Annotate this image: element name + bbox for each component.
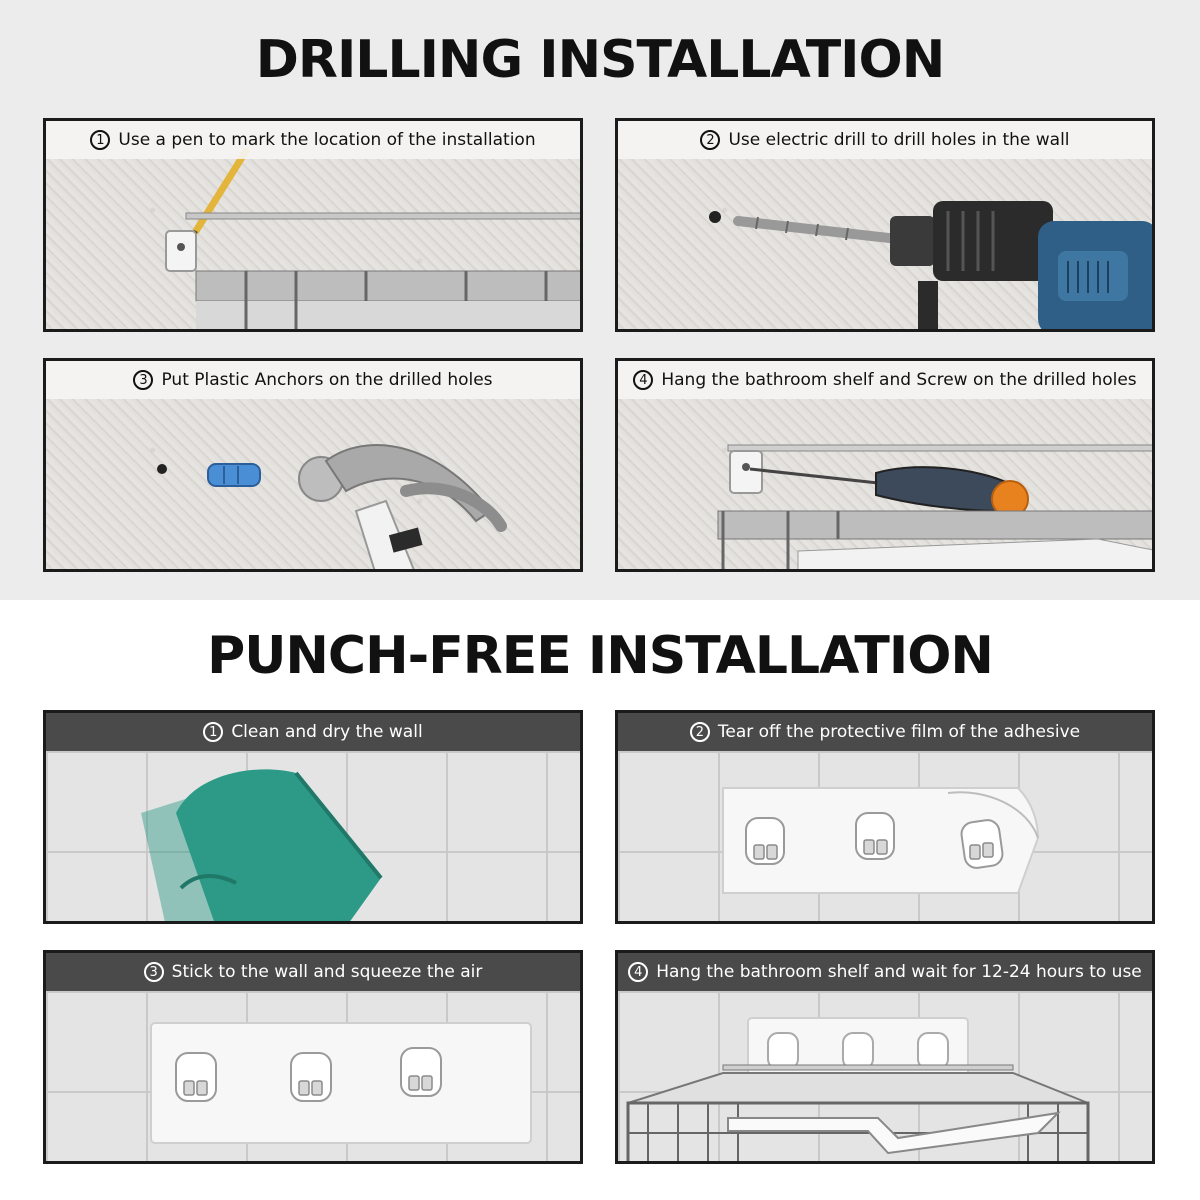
punch-free-title: PUNCH-FREE INSTALLATION <box>207 626 993 686</box>
drilling-step-4-panel <box>615 358 1155 572</box>
drilling-step-3-panel <box>43 358 583 572</box>
punch-free-step-4-caption <box>618 953 1152 991</box>
step-number-badge: 3 <box>144 962 164 982</box>
punch-free-step-1-panel <box>43 710 583 924</box>
step-number-badge: 4 <box>628 962 648 982</box>
step-text: Hang the bathroom shelf and Screw on the drilled holes <box>661 370 1137 390</box>
punch-free-step-2-panel <box>615 710 1155 924</box>
step-text: Use a pen to mark the location of the installation <box>118 130 536 150</box>
step-text: Clean and dry the wall <box>231 722 423 742</box>
step-number-badge: 1 <box>90 130 110 150</box>
step-number-badge: 1 <box>203 722 223 742</box>
punch-free-step-3-caption <box>46 953 580 991</box>
punch-free-step-2-caption <box>618 713 1152 751</box>
drilling-step-3-caption <box>46 361 580 399</box>
drilling-step-4-caption <box>618 361 1152 399</box>
punch-free-step-1-caption <box>46 713 580 751</box>
step-text: Stick to the wall and squeeze the air <box>171 962 483 982</box>
step-number-badge: 2 <box>700 130 720 150</box>
punch-free-section <box>0 600 1200 1200</box>
drilling-title: DRILLING INSTALLATION <box>255 30 945 90</box>
drilling-step-1-panel <box>43 118 583 332</box>
step-text: Put Plastic Anchors on the drilled holes <box>161 370 493 390</box>
step-number-badge: 2 <box>690 722 710 742</box>
step-number-badge: 4 <box>633 370 653 390</box>
step-number-badge: 3 <box>133 370 153 390</box>
step-text: Use electric drill to drill holes in the wall <box>728 130 1070 150</box>
punch-free-step-3-panel <box>43 950 583 1164</box>
drilling-step-1-caption <box>46 121 580 159</box>
step-text: Tear off the protective film of the adhesive <box>717 722 1081 742</box>
punch-free-step-4-panel <box>615 950 1155 1164</box>
step-text: Hang the bathroom shelf and wait for 12-24 hours to use <box>656 962 1142 982</box>
drilling-step-2-caption <box>618 121 1152 159</box>
drilling-step-2-panel <box>615 118 1155 332</box>
